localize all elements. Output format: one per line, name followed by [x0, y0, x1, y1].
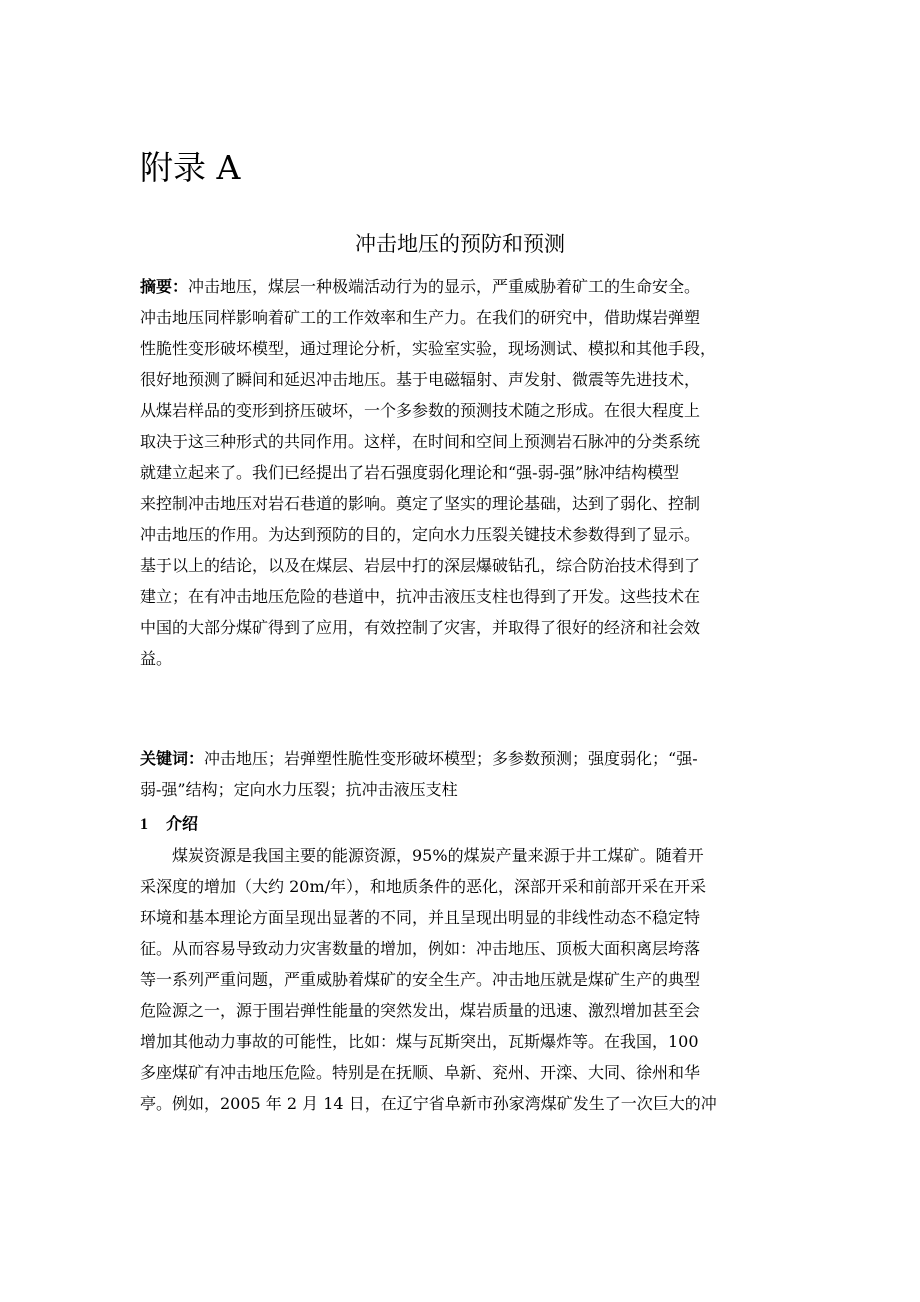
keywords-line-text: 冲击地压；岩弹塑性脆性变形破坏模型；多参数预测；强度弱化；“强-: [204, 749, 698, 768]
intro-line: 采深度的增加（大约 20m/年），和地质条件的恶化，深部开采和前部开采在开采: [140, 877, 707, 896]
intro-line: 亭。例如，2005 年 2 月 14 日，在辽宁省阜新市孙家湾煤矿发生了一次巨大的冲: [140, 1094, 717, 1113]
abstract-line: 取决于这三种形式的共同作用。这样，在时间和空间上预测岩石脉冲的分类系统: [140, 432, 701, 451]
abstract-line: 很好地预测了瞬间和延迟冲击地压。基于电磁辐射、声发射、微震等先进技术，: [140, 370, 701, 389]
abstract-section: [140, 271, 780, 674]
section-heading: [140, 812, 198, 837]
abstract-line: 益。: [140, 649, 173, 668]
abstract-label: 摘要：: [140, 277, 189, 296]
abstract-line: 基于以上的结论，以及在煤层、岩层中打的深层爆破钻孔，综合防治技术得到了: [140, 556, 701, 575]
abstract-line: 性脆性变形破坏模型，通过理论分析，实验室实验，现场测试、模拟和其他手段，: [140, 339, 717, 358]
abstract-line: 来控制冲击地压对岩石巷道的影响。奠定了坚实的理论基础，达到了弱化、控制: [140, 494, 701, 513]
keywords-line: [140, 743, 780, 774]
introduction-paragraph: [140, 840, 780, 1119]
paper-title: 冲击地压的预防和预测: [355, 232, 565, 256]
abstract-line: 中国的大部分煤矿得到了应用，有效控制了灾害，并取得了很好的经济和社会效: [140, 618, 701, 637]
intro-line: 煤炭资源是我国主要的能源资源，95%的煤炭产量来源于井工煤矿。随着开: [172, 846, 704, 865]
abstract-line: 就建立起来了。我们已经提出了岩石强度弱化理论和“强-弱-强”脉冲结构模型: [140, 463, 680, 482]
abstract-line: [140, 271, 780, 302]
keywords-line: 弱-强”结构；定向水力压裂；抗冲击液压支柱: [140, 780, 458, 799]
abstract-line: 冲击地压的作用。为达到预防的目的，定向水力压裂关键技术参数得到了显示。: [140, 525, 701, 544]
intro-line: 增加其他动力事故的可能性，比如：煤与瓦斯突出，瓦斯爆炸等。在我国，100: [140, 1032, 699, 1051]
intro-line: 征。从而容易导致动力灾害数量的增加，例如：冲击地压、顶板大面积离层垮落: [140, 939, 701, 958]
intro-line: 环境和基本理论方面呈现出显著的不同，并且呈现出明显的非线性动态不稳定特: [140, 908, 701, 927]
intro-line: 危险源之一，源于围岩弹性能量的突然发出，煤岩质量的迅速、激烈增加甚至会: [140, 1001, 701, 1020]
section-number: 1: [140, 816, 148, 833]
appendix-heading: 附录 A: [140, 148, 241, 187]
keywords-section: [140, 743, 780, 805]
abstract-line: 冲击地压同样影响着矿工的工作效率和生产力。在我们的研究中，借助煤岩弹塑: [140, 308, 701, 327]
abstract-line: 建立；在有冲击地压危险的巷道中，抗冲击液压支柱也得到了开发。这些技术在: [140, 587, 701, 606]
abstract-line: 从煤岩样品的变形到挤压破坏，一个多参数的预测技术随之形成。在很大程度上: [140, 401, 701, 420]
intro-line: 等一系列严重问题，严重威胁着煤矿的安全生产。冲击地压就是煤矿生产的典型: [140, 970, 701, 989]
keywords-label: 关键词：: [140, 749, 205, 768]
intro-line: 多座煤矿有冲击地压危险。特别是在抚顺、阜新、兖州、开滦、大同、徐州和华: [140, 1063, 701, 1082]
abstract-line-text: 冲击地压，煤层一种极端活动行为的显示，严重威胁着矿工的生命安全。: [188, 277, 701, 296]
section-title: 介绍: [166, 814, 199, 833]
